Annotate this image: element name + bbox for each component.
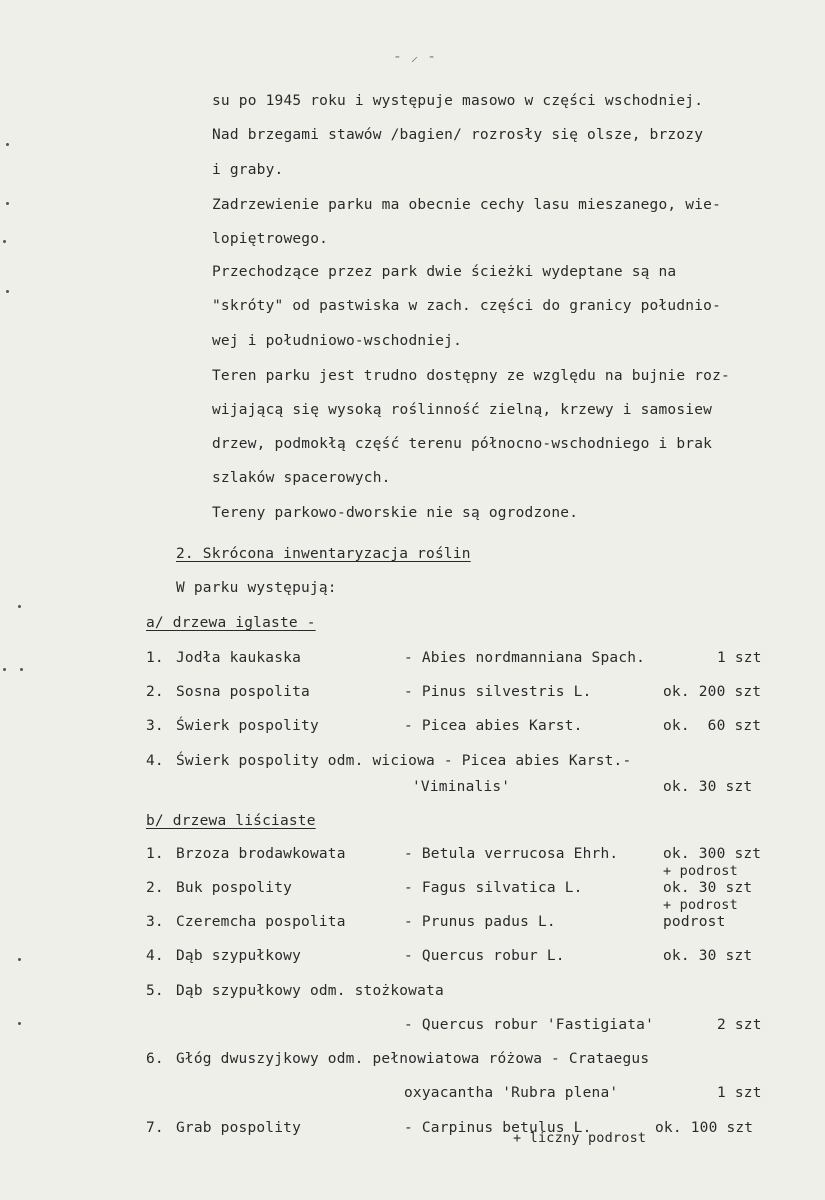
list-item-latin: - Quercus robur 'Fastigiata' [404,1017,655,1033]
list-item-qty: ok. 100 szt [655,1120,754,1136]
text-line: drzew, podmokłą część terenu północno-wschodniego i brak [212,436,713,452]
list-item-latin: - Quercus robur L. [404,948,565,964]
list-item-number: 5. [146,983,164,999]
text-line: su po 1945 roku i występuje masowo w części wschodniej. [212,93,704,109]
list-item-qty: ok. 300 szt [663,846,762,862]
list-item-note: + podrost [663,897,738,913]
scan-speck [18,958,21,961]
list-item-number: 1. [146,650,164,666]
list-item-number: 2. [146,684,164,700]
list-item-latin: - Picea abies Karst. [404,718,583,734]
list-item-number: 1. [146,846,164,862]
list-item-latin: - Pinus silvestris L. [404,684,592,700]
list-item-latin: 'Viminalis' [412,779,511,795]
text-line: Nad brzegami stawów /bagien/ rozrosły się olsze, brzozy [212,127,704,143]
list-item-latin: - Fagus silvatica L. [404,880,583,896]
section-intro: W parku występują: [176,580,337,596]
list-item-latin: - Prunus padus L. [404,914,556,930]
list-item-name: Głóg dwuszyjkowy odm. pełnowiatowa różowa - Crataegus [176,1051,650,1067]
list-item-number: 6. [146,1051,164,1067]
list-item-name: Jodła kaukaska [176,650,302,666]
list-item-name: Świerk pospolity odm. wiciowa - Picea abies Karst.- [176,753,632,769]
list-item-qty: podrost [663,914,726,930]
list-item-number: 4. [146,753,164,769]
text-line: i graby. [212,162,284,178]
list-item-qty: ok. 30 szt [663,880,753,896]
list-item-name: Dąb szypułkowy odm. stożkowata [176,983,444,999]
scan-speck [18,605,21,608]
list-item-qty: 1 szt [717,650,762,666]
list-item-number: 4. [146,948,164,964]
list-item-qty: 1 szt [717,1085,762,1101]
text-line: Tereny parkowo-dworskie nie są ogrodzone. [212,505,579,521]
list-item-name: Sosna pospolita [176,684,310,700]
deciduous-heading: b/ drzewa liściaste [146,813,316,829]
text-line: lopiętrowego. [212,231,329,247]
list-item-latin: - Abies nordmanniana Spach. [404,650,646,666]
list-item-latin: - Carpinus betulus L. [404,1120,592,1136]
scan-speck [3,240,6,243]
list-item-latin: oxyacantha 'Rubra plena' [404,1085,619,1101]
text-line: wijającą się wysoką roślinność zielną, krzewy i samosiew [212,402,713,418]
list-item-name: Grab pospolity [176,1120,302,1136]
list-item-name: Świerk pospolity [176,718,319,734]
scan-speck [6,202,9,205]
list-item-qty: ok. 30 szt [663,779,753,795]
list-item-number: 3. [146,914,164,930]
text-line: Teren parku jest trudno dostępny ze względu na bujnie roz- [212,368,730,384]
scan-speck [20,668,23,671]
text-line: szlaków spacerowych. [212,470,391,486]
page-mark: - ⸝ - [393,49,437,65]
text-line: Przechodzące przez park dwie ścieżki wydeptane są na [212,264,677,280]
text-line: Zadrzewienie parku ma obecnie cechy lasu mieszanego, wie- [212,197,721,213]
list-item-name: Czeremcha pospolita [176,914,346,930]
list-item-name: Buk pospolity [176,880,293,896]
list-item-qty: ok. 200 szt [663,684,762,700]
text-line: wej i południowo-wschodniej. [212,333,463,349]
list-item-qty: ok. 30 szt [663,948,753,964]
scan-speck [6,290,9,293]
list-item-number: 2. [146,880,164,896]
list-item-latin: - Betula verrucosa Ehrh. [404,846,619,862]
list-item-qty: ok. 60 szt [663,718,762,734]
list-item-number: 3. [146,718,164,734]
list-item-note: + podrost [663,863,738,879]
list-item-note: + liczny podrost [513,1130,647,1146]
scan-speck [3,668,6,671]
scan-speck [6,143,9,146]
list-item-name: Dąb szypułkowy [176,948,302,964]
list-item-number: 7. [146,1120,164,1136]
list-item-qty: 2 szt [717,1017,762,1033]
section-heading: 2. Skrócona inwentaryzacja roślin [176,546,471,562]
conifers-heading: a/ drzewa iglaste - [146,615,316,631]
scan-speck [18,1022,21,1025]
list-item-name: Brzoza brodawkowata [176,846,346,862]
text-line: "skróty" od pastwiska w zach. części do granicy południo- [212,298,721,314]
